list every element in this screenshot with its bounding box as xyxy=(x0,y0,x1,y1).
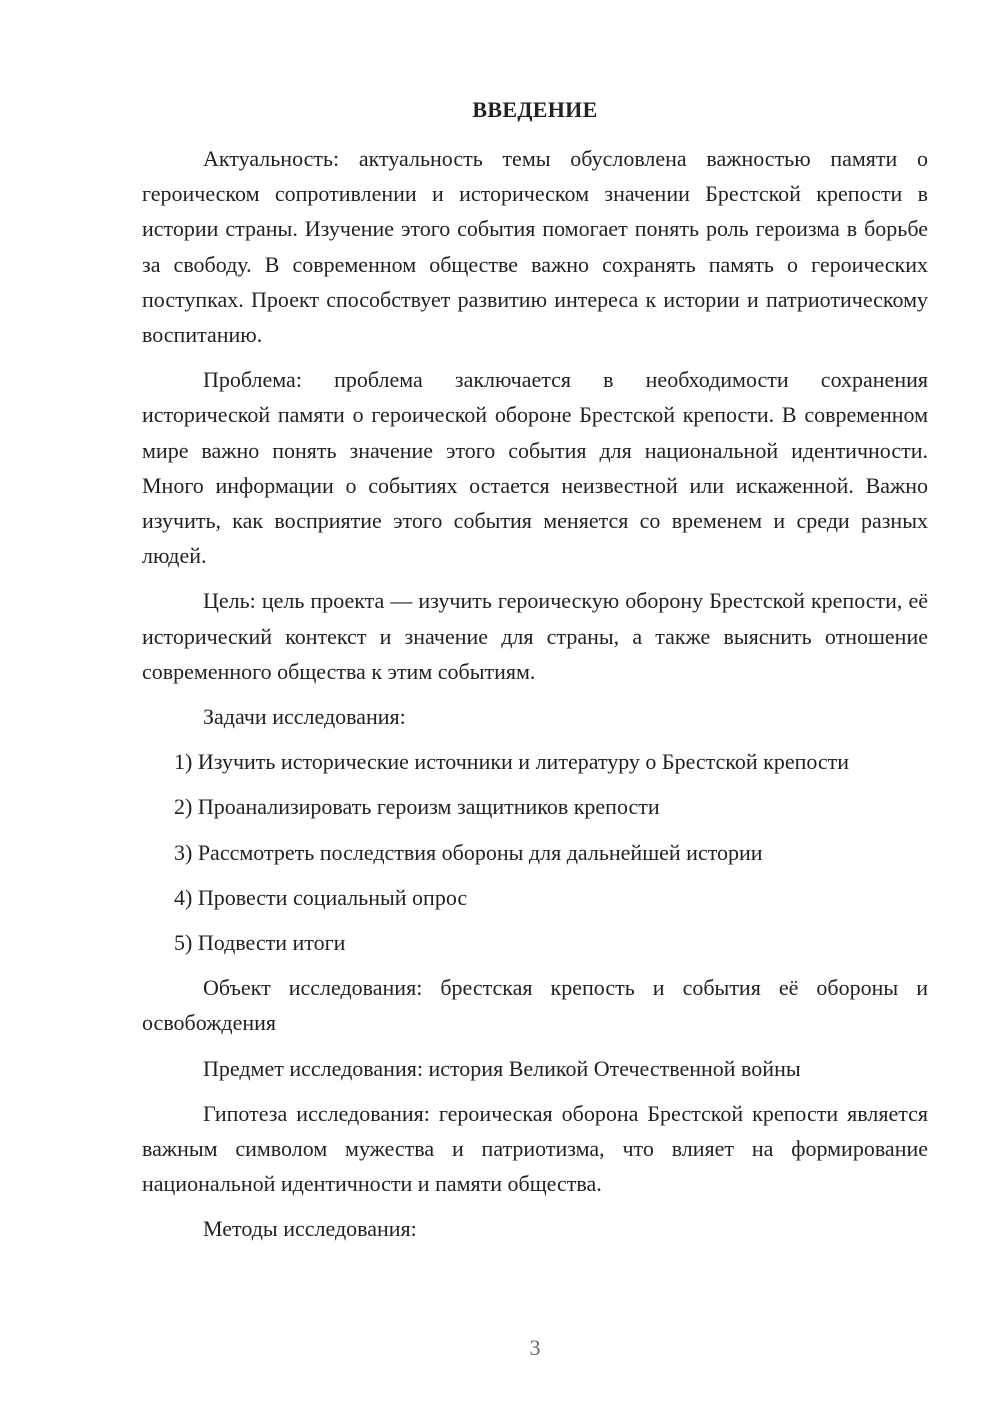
relevance-paragraph: Актуальность: актуальность темы обусловлена важностью памяти о героическом сопротивлении и историческом значении Брестской крепости в истории страны. Изучение этого события помогает понять роль героизма в борьбе за свободу. В современном обществе важно сохранять память о героических поступках. Проект способствует развитию интереса к истории и патриотическому воспитанию. xyxy=(142,146,928,348)
problem-paragraph: Проблема: проблема заключается в необходимости сохранения исторической памяти о героической обороне Брестской крепости. В современном мире важно понять значение этого события для национальной идентичности. Много информации о событиях остается неизвестной или искаженной. Важно изучить, как восприятие этого события меняется со временем и среди разных людей. xyxy=(142,367,928,569)
research-object: Объект исследования: брестская крепость и события её обороны и освобождения xyxy=(142,975,928,1036)
research-methods: Методы исследования: xyxy=(203,1216,417,1242)
research-subject: Предмет исследования: история Великой Отечественной войны xyxy=(203,1055,801,1081)
task-item: 4) Провести социальный опрос xyxy=(174,884,468,910)
research-hypothesis: Гипотеза исследования: героическая оборона Брестской крепости является важным символом мужества и патриотизма, что влияет на формирование национальной идентичности и памяти общества. xyxy=(142,1100,928,1197)
section-heading: ВВЕДЕНИЕ xyxy=(472,97,598,122)
tasks-heading: Задачи исследования: xyxy=(203,704,406,730)
task-item: 5) Подвести итоги xyxy=(174,930,346,956)
task-item: 2) Проанализировать героизм защитников крепости xyxy=(174,794,660,820)
document-page xyxy=(142,0,928,1414)
document-body xyxy=(142,141,928,1257)
task-item: 1) Изучить исторические источники и литературу о Брестской крепости xyxy=(174,749,850,775)
page-number: 3 xyxy=(529,1335,541,1360)
task-item: 3) Рассмотреть последствия обороны для дальнейшей истории xyxy=(174,839,763,865)
goal-paragraph: Цель: цель проекта — изучить героическую оборону Брестской крепости, её исторический контекст и значение для страны, а также выяснить отношение современного общества к этим событиям. xyxy=(142,588,928,684)
